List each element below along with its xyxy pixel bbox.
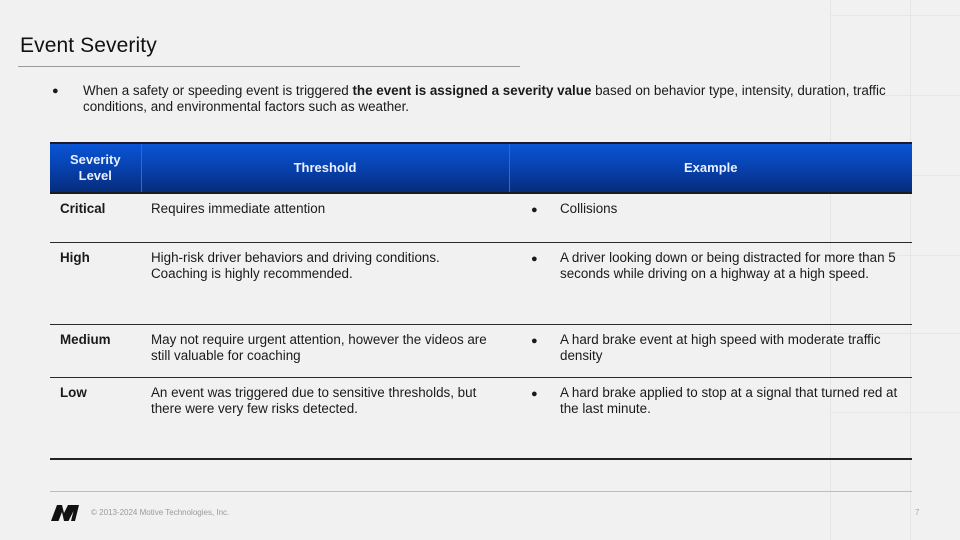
threshold-cell: May not require urgent attention, however the videos are still valuable for coaching — [151, 331, 487, 363]
bullet-icon: ● — [531, 334, 538, 347]
threshold-cell: Requires immediate attention — [151, 201, 326, 216]
intro-text: When a safety or speeding event is triggered the event is assigned a severity value based on behavior type, intensity, duration, traffic conditions, and environmental factors such as weather. — [83, 83, 886, 114]
page-number: 7 — [915, 508, 920, 517]
threshold-cell: High-risk driver behaviors and driving conditions. Coaching is highly recommended. — [151, 249, 440, 281]
title-divider — [18, 66, 520, 67]
background-grid-line — [830, 15, 960, 16]
copyright-text: © 2013-2024 Motive Technologies, Inc. — [91, 508, 230, 517]
bullet-icon: ● — [531, 387, 538, 400]
table-header-row — [50, 143, 912, 193]
header-severity-level: Severity Level — [50, 143, 141, 193]
severity-level-cell: Medium — [60, 331, 111, 347]
example-cell: ● Collisions — [509, 193, 912, 242]
severity-level-cell: Low — [60, 384, 87, 400]
severity-level-cell: Critical — [60, 201, 106, 216]
severity-level-cell: High — [60, 249, 90, 265]
table-row-critical — [50, 193, 912, 242]
header-example: Example — [509, 143, 912, 193]
bullet-icon: ● — [531, 204, 538, 216]
example-cell: ● A driver looking down or being distracted for more than 5 seconds while driving on a highway at a high speed. — [531, 249, 896, 281]
bullet-icon: ● — [531, 252, 538, 265]
slide-title: Event Severity — [20, 34, 157, 57]
severity-table — [50, 142, 912, 460]
threshold-cell: An event was triggered due to sensitive thresholds, but there were very few risks detected. — [151, 384, 477, 416]
intro-emphasis: the event is assigned a severity value — [352, 83, 592, 98]
table-row-low — [50, 377, 912, 459]
example-cell: ● A hard brake event at high speed with moderate traffic density — [531, 331, 881, 363]
table-row-high — [50, 242, 912, 324]
table-row-medium — [50, 324, 912, 377]
example-cell: ● A hard brake applied to stop at a signal that turned red at the last minute. — [531, 384, 898, 416]
intro-bullet — [52, 83, 912, 115]
motive-logo-icon — [51, 505, 79, 521]
footer-divider — [50, 491, 912, 492]
bullet-icon: ● — [52, 85, 59, 97]
header-threshold: Threshold — [141, 143, 509, 193]
